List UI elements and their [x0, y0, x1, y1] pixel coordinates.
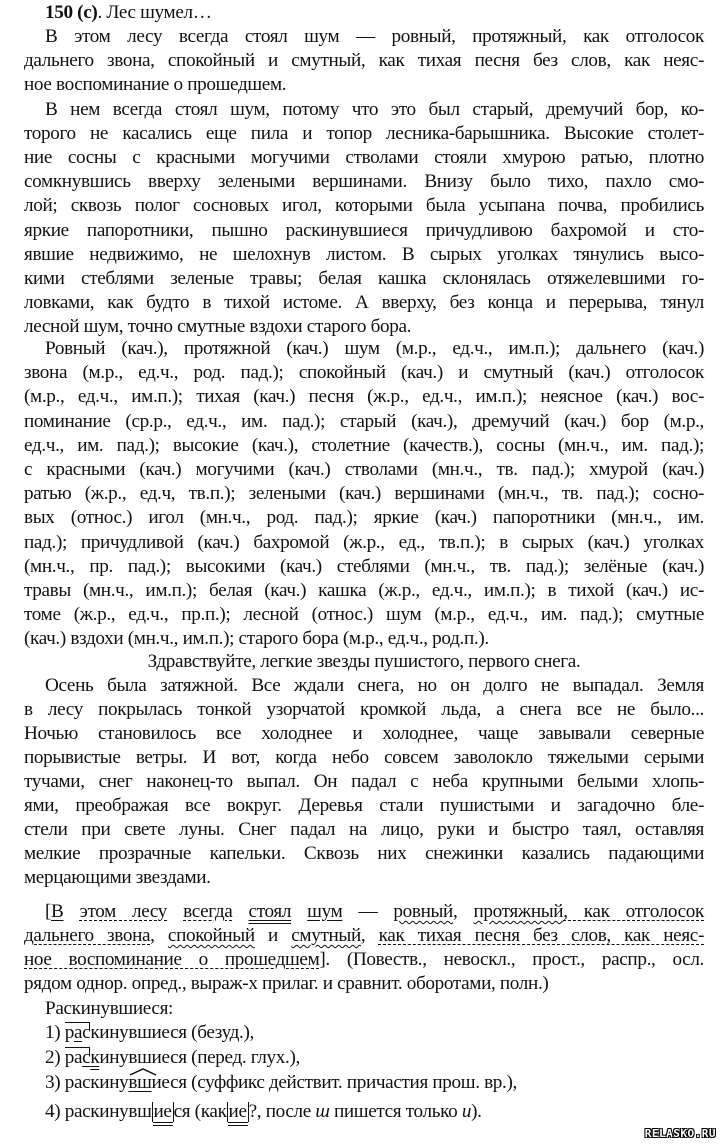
- text-line: ние сосны с красными могучими стволами стояли хмурою ратью, плотно: [24, 147, 704, 168]
- letter: раскину: [64, 1072, 129, 1093]
- attribute: ровный: [393, 901, 453, 922]
- morph-rest: иеся (суффикс действит. причастия прош. вр.),: [151, 1072, 517, 1093]
- text-line: лесной шум, точно смутные вздохи старого бора.: [24, 316, 412, 338]
- morph-text: пишется только: [329, 1101, 462, 1122]
- circumstance: всегда: [183, 901, 233, 922]
- snow-line: ями, преображая все вокруг. Деревья стали пушистыми и загадочно бле-: [24, 795, 704, 816]
- bracket-close: ]: [319, 949, 326, 970]
- attribute: спокойный: [167, 925, 255, 946]
- dash: —: [342, 901, 394, 922]
- text-line: явшие недвижимо, не шелохнув листом. В сырых уголках тянулись высо-: [24, 243, 704, 265]
- morph-rest: инувшиеся (перед. глух.),: [99, 1047, 300, 1068]
- snow-line: мелкие прозрачные капельки. Сквозь них снежинки казались падающими: [24, 843, 704, 864]
- morph-item-4: [24, 1100, 704, 1124]
- exercise-header: [24, 1, 704, 25]
- sentence-characteristics: . (Повеств., невоскл., прост., распр., осл.: [325, 949, 705, 970]
- morph-text: ).: [471, 1101, 482, 1122]
- analysis-line: пад.); причудливой (кач.) бахромой (ж.р., ед., тв.п.); в сырых (кач.) уголках: [24, 531, 704, 553]
- comma: ,: [150, 925, 168, 946]
- morph-text: ся (как: [173, 1101, 227, 1122]
- comparative-phrase: как тихая песня без слов, как неяс-: [378, 925, 704, 946]
- snow-line: тучами, снег наконец-то выпал. Он падал с неба крупными белыми хлопь-: [24, 771, 704, 792]
- snow-line: стели при свете луны. Снег падал на лицо, руки и быстро таял, оставляя: [24, 819, 704, 840]
- snow-line: в лесу покрылась тонкой узорчатой кромкой льда, а снега все не было...: [24, 699, 704, 720]
- voiceless-consonant: к: [90, 1047, 100, 1068]
- bracket-open: [: [45, 901, 52, 922]
- exercise-number: 150 (с): [45, 2, 98, 23]
- text-line: торого не касались еще пила и топор лесника-барышника. Высокие столет-: [24, 122, 704, 144]
- analysis-line: Ровный (кач.), протяжной (кач.) шум (м.р., ед.ч., им.п.); дальнего (кач.): [45, 338, 704, 359]
- italic-letter: ш: [315, 1101, 330, 1122]
- comparative-phrase: дальнего звона: [24, 925, 151, 946]
- consonant-mark: с: [82, 1047, 91, 1068]
- text-line: кими стеблями зеленые травы; белая кашка склонялась отяжелевшими го-: [24, 268, 704, 289]
- morph-item-1: [24, 1021, 704, 1045]
- snow-line: Ночью становилось все холоднее и холоднее, чаще завывали северные: [24, 723, 704, 744]
- exercise-title: . Лес шумел…: [97, 2, 212, 23]
- suffix-arc-icon: [128, 1068, 158, 1076]
- conjunction: и: [254, 925, 292, 946]
- text-line: ное воспоминание о прошедшем.: [24, 74, 287, 96]
- analysis-line: ратью (ж.р., ед.ч, тв.п.); зелеными (кач.) вершинами (мн.ч., тв. пад.); сосно-: [24, 483, 704, 505]
- prefix-mark: [65, 1021, 91, 1045]
- text-line: ловками, как будто в тихой истоме. А вверху, без конца и перерыва, тянул: [24, 292, 704, 314]
- watermark-logo: RELASKO.RU: [644, 1127, 716, 1140]
- attribute: смутный: [291, 925, 361, 946]
- subject-preposition: В: [51, 901, 64, 922]
- parse-line-2: [24, 924, 704, 948]
- ending-box: ие: [228, 1101, 247, 1122]
- item-number: 1): [45, 1022, 65, 1043]
- text-line: В нем всегда стоял шум, потому что это был старый, дремучий бор, ко-: [45, 98, 704, 120]
- item-number: 3): [45, 1072, 65, 1093]
- analysis-line: (м.р., ед.ч., им.п.); тихая (кач.) песня (ж.р., ед.ч., им.п.); неясное (кач.) вос-: [24, 386, 704, 408]
- analysis-line: томе (ж.р., ед.ч., пр.п.); лесной (относ.) шум (м.р., ед.ч., им. пад.); смутные: [24, 604, 704, 626]
- analysis-line: поминание (ср.р., ед.ч., им. пад.); старый (кач.), дремучий (кач.) бор (м.р.,: [24, 410, 704, 432]
- analysis-line: травы (мн.ч., им.п.); белая (кач.) кашка (ж.р., ед.ч., им.п.); в тихой (кач.) ис-: [24, 580, 704, 601]
- parse-line-4: рядом однор. опред., выраж-х прилаг. и сравнит. оборотами, полн.): [24, 973, 549, 994]
- circumstance: этом лесу: [79, 901, 168, 922]
- analysis-line: звона (м.р., ед.ч., род. пад.); спокойный (кач.) и смутный (кач.) отголосок: [24, 362, 704, 384]
- unstressed-vowel: а: [73, 1022, 83, 1043]
- morph-item-3: [24, 1071, 704, 1095]
- letter: р: [64, 1022, 74, 1043]
- snow-heading: Здравствуйте, легкие звезды пушистого, первого снега.: [147, 651, 581, 672]
- suffix-mark: [128, 1071, 151, 1095]
- text-line: яркие папоротники, пышно раскинувшиеся причудливою бахромой и сто-: [24, 219, 704, 241]
- parse-line-3: [24, 948, 704, 972]
- text-line: лой; сквозь полог сосновых игол, которыми была усыпана почва, пробились: [24, 195, 704, 217]
- comparative-phrase: , как отголосок: [563, 901, 705, 922]
- comma: ,: [360, 925, 379, 946]
- morph-item-2: [24, 1046, 704, 1070]
- text-line: сомкнувшись вверху зелеными вершинами. Внизу было тихо, пахло смо-: [24, 171, 704, 193]
- attribute: протяжный: [473, 901, 564, 922]
- prefix-mark: [65, 1046, 91, 1070]
- text-line: В этом лесу всегда стоял шум — ровный, протяжный, как отголосок: [45, 26, 704, 47]
- suffix-letters: вш: [128, 1072, 152, 1093]
- morph-text: ?, после: [248, 1101, 316, 1122]
- letter: с: [82, 1022, 91, 1043]
- item-number: 2): [45, 1047, 65, 1068]
- parse-line-1: [24, 900, 704, 924]
- predicate: стоял: [248, 901, 292, 922]
- analysis-line: вых (относ.) игол (мн.ч., род. пад.); яркие (кач.) папоротники (мн.ч., им.: [24, 507, 704, 529]
- analysis-line: ед.ч., им. пад.); высокие (кач.), столетние (качеств.), сосны (мн.ч., им. пад.);: [24, 434, 704, 456]
- snow-line: мерцающими звездами.: [24, 867, 211, 888]
- ending-box: ие: [153, 1101, 172, 1122]
- morph-rest: кинувшиеся (безуд.),: [90, 1022, 254, 1043]
- text-line: дальнего звона, спокойный и смутный, как тихая песня без слов, как неяс-: [24, 50, 704, 72]
- comma: ,: [452, 901, 474, 922]
- item-number: 4): [45, 1101, 65, 1122]
- morph-heading: Раскинувшиеся:: [45, 998, 174, 1019]
- letter: раскинувш: [64, 1101, 152, 1122]
- italic-letter: и: [461, 1101, 472, 1122]
- letter: ра: [64, 1047, 83, 1068]
- analysis-line: с красными (кач.) могучими (кач.) стволами (мн.ч., тв. пад.); хмурой (кач.): [24, 459, 704, 480]
- comparative-phrase: ное воспоминание о прошедшем: [24, 949, 320, 970]
- snow-line: порывистые ветры. И вот, когда небо совсем заволокло тяжелыми серыми: [24, 747, 704, 768]
- analysis-line: (мн.ч., пр. пад.); высокими (кач.) стеблями (мн.ч., тв. пад.); зелёные (кач.): [24, 555, 704, 577]
- subject: шум: [307, 901, 343, 922]
- analysis-line: (кач.) вздохи (мн.ч., им.п.); старого бора (м.р., ед.ч., род.п.).: [24, 628, 489, 650]
- snow-line: Осень была затяжной. Все ждали снега, но он долго не выпадал. Земля: [45, 675, 704, 696]
